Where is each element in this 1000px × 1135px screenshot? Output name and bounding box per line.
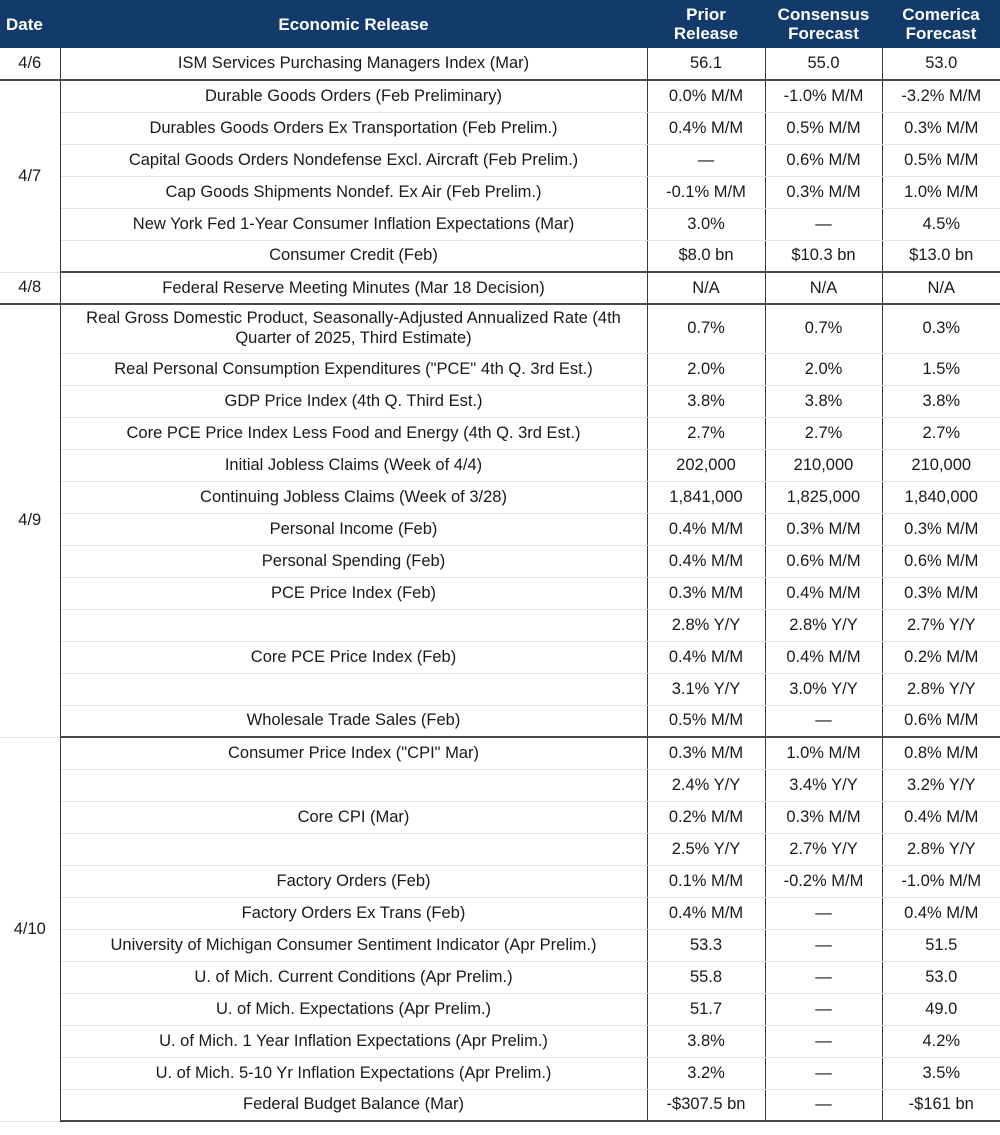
comerica-forecast-cell: 2.7% <box>882 417 1000 449</box>
economic-release-cell: Personal Income (Feb) <box>60 513 647 545</box>
prior-release-cell: 2.4% Y/Y <box>647 769 765 801</box>
prior-release-cell: 0.3% M/M <box>647 737 765 769</box>
consensus-forecast-cell: 0.7% <box>765 304 882 353</box>
economic-release-cell: U. of Mich. Current Conditions (Apr Prelim.) <box>60 961 647 993</box>
consensus-forecast-cell: 3.4% Y/Y <box>765 769 882 801</box>
table-row <box>0 385 1000 417</box>
comerica-forecast-cell: 0.6% M/M <box>882 705 1000 737</box>
table-row <box>0 208 1000 240</box>
economic-release-cell: Consumer Price Index ("CPI" Mar) <box>60 737 647 769</box>
table-row <box>0 609 1000 641</box>
consensus-forecast-cell: — <box>765 929 882 961</box>
economic-release-cell: Initial Jobless Claims (Week of 4/4) <box>60 449 647 481</box>
economic-release-cell: New York Fed 1-Year Consumer Inflation Expectations (Mar) <box>60 208 647 240</box>
consensus-forecast-cell: 3.0% Y/Y <box>765 673 882 705</box>
date-cell: 4/10 <box>0 737 60 1121</box>
comerica-forecast-cell: 3.5% <box>882 1057 1000 1089</box>
date-cell: 4/7 <box>0 80 60 272</box>
comerica-forecast-cell: 0.3% M/M <box>882 112 1000 144</box>
column-header-date: Date <box>0 0 60 48</box>
comerica-forecast-cell: 0.4% M/M <box>882 897 1000 929</box>
table-row <box>0 513 1000 545</box>
comerica-forecast-cell: $13.0 bn <box>882 240 1000 272</box>
prior-release-cell: 3.0% <box>647 208 765 240</box>
consensus-forecast-cell: — <box>765 1057 882 1089</box>
economic-release-cell: Consumer Credit (Feb) <box>60 240 647 272</box>
consensus-forecast-cell: 2.7% Y/Y <box>765 833 882 865</box>
table-row <box>0 801 1000 833</box>
date-cell: 4/8 <box>0 272 60 304</box>
comerica-forecast-cell: 1.0% M/M <box>882 176 1000 208</box>
table-row <box>0 80 1000 112</box>
consensus-forecast-cell: 0.4% M/M <box>765 577 882 609</box>
date-cell: 4/6 <box>0 48 60 80</box>
prior-release-cell: 3.2% <box>647 1057 765 1089</box>
comerica-forecast-cell: -1.0% M/M <box>882 865 1000 897</box>
consensus-forecast-cell: — <box>765 993 882 1025</box>
table-row <box>0 48 1000 80</box>
table-body <box>0 48 1000 1121</box>
comerica-forecast-cell: 0.5% M/M <box>882 144 1000 176</box>
table-row <box>0 833 1000 865</box>
table-row <box>0 176 1000 208</box>
comerica-forecast-cell: 0.6% M/M <box>882 545 1000 577</box>
comerica-forecast-cell: 4.2% <box>882 1025 1000 1057</box>
prior-release-cell: 2.7% <box>647 417 765 449</box>
consensus-forecast-cell: 0.3% M/M <box>765 513 882 545</box>
table-row <box>0 112 1000 144</box>
comerica-forecast-cell: 1.5% <box>882 353 1000 385</box>
table-row <box>0 929 1000 961</box>
prior-release-cell: 0.1% M/M <box>647 865 765 897</box>
table-row <box>0 961 1000 993</box>
consensus-forecast-cell: — <box>765 208 882 240</box>
consensus-forecast-cell: 2.8% Y/Y <box>765 609 882 641</box>
economic-release-cell <box>60 833 647 865</box>
table-row <box>0 1025 1000 1057</box>
consensus-forecast-cell: 2.0% <box>765 353 882 385</box>
comerica-forecast-cell: 3.8% <box>882 385 1000 417</box>
comerica-forecast-cell: -$161 bn <box>882 1089 1000 1121</box>
consensus-forecast-cell: 1.0% M/M <box>765 737 882 769</box>
consensus-forecast-cell: 0.5% M/M <box>765 112 882 144</box>
comerica-forecast-cell: 53.0 <box>882 48 1000 80</box>
date-cell: 4/9 <box>0 304 60 737</box>
comerica-forecast-cell: 0.2% M/M <box>882 641 1000 673</box>
prior-release-cell: 2.5% Y/Y <box>647 833 765 865</box>
economic-release-cell <box>60 673 647 705</box>
column-header-consensus-forecast: Consensus Forecast <box>765 0 882 48</box>
consensus-forecast-cell: -0.2% M/M <box>765 865 882 897</box>
table-row <box>0 240 1000 272</box>
prior-release-cell: 0.4% M/M <box>647 545 765 577</box>
prior-release-cell: 0.0% M/M <box>647 80 765 112</box>
table-row <box>0 897 1000 929</box>
economic-release-cell: Capital Goods Orders Nondefense Excl. Aircraft (Feb Prelim.) <box>60 144 647 176</box>
table-header <box>0 0 1000 48</box>
comerica-forecast-cell: 2.8% Y/Y <box>882 673 1000 705</box>
prior-release-cell: 0.2% M/M <box>647 801 765 833</box>
prior-release-cell: 55.8 <box>647 961 765 993</box>
header-row <box>0 0 1000 48</box>
economic-release-cell: ISM Services Purchasing Managers Index (Mar) <box>60 48 647 80</box>
table-row <box>0 353 1000 385</box>
economic-release-cell: Personal Spending (Feb) <box>60 545 647 577</box>
consensus-forecast-cell: 0.4% M/M <box>765 641 882 673</box>
table-row <box>0 673 1000 705</box>
economic-release-cell: Federal Reserve Meeting Minutes (Mar 18 Decision) <box>60 272 647 304</box>
prior-release-cell: 3.8% <box>647 385 765 417</box>
prior-release-cell: — <box>647 144 765 176</box>
table-row <box>0 272 1000 304</box>
consensus-forecast-cell: 0.6% M/M <box>765 144 882 176</box>
consensus-forecast-cell: — <box>765 1025 882 1057</box>
prior-release-cell: 0.7% <box>647 304 765 353</box>
comerica-forecast-cell: 49.0 <box>882 993 1000 1025</box>
table-row <box>0 737 1000 769</box>
consensus-forecast-cell: 210,000 <box>765 449 882 481</box>
prior-release-cell: 3.8% <box>647 1025 765 1057</box>
table-row <box>0 705 1000 737</box>
comerica-forecast-cell: 4.5% <box>882 208 1000 240</box>
table-row <box>0 993 1000 1025</box>
prior-release-cell: 0.4% M/M <box>647 641 765 673</box>
table-row <box>0 865 1000 897</box>
economic-release-cell <box>60 769 647 801</box>
consensus-forecast-cell: -1.0% M/M <box>765 80 882 112</box>
economic-release-cell: GDP Price Index (4th Q. Third Est.) <box>60 385 647 417</box>
economic-release-cell: Core PCE Price Index (Feb) <box>60 641 647 673</box>
prior-release-cell: 0.4% M/M <box>647 513 765 545</box>
prior-release-cell: 2.8% Y/Y <box>647 609 765 641</box>
economic-release-cell: Cap Goods Shipments Nondef. Ex Air (Feb Prelim.) <box>60 176 647 208</box>
column-header-prior-release: Prior Release <box>647 0 765 48</box>
comerica-forecast-cell: 53.0 <box>882 961 1000 993</box>
prior-release-cell: 56.1 <box>647 48 765 80</box>
consensus-forecast-cell: 55.0 <box>765 48 882 80</box>
comerica-forecast-cell: 2.8% Y/Y <box>882 833 1000 865</box>
column-header-economic-release: Economic Release <box>60 0 647 48</box>
economic-release-cell: Durable Goods Orders (Feb Preliminary) <box>60 80 647 112</box>
table-row <box>0 417 1000 449</box>
consensus-forecast-cell: — <box>765 961 882 993</box>
table-row <box>0 1089 1000 1121</box>
economic-release-cell: Core PCE Price Index Less Food and Energy (4th Q. 3rd Est.) <box>60 417 647 449</box>
table-row <box>0 304 1000 353</box>
comerica-forecast-cell: 210,000 <box>882 449 1000 481</box>
table-row <box>0 481 1000 513</box>
table-row <box>0 769 1000 801</box>
prior-release-cell: 1,841,000 <box>647 481 765 513</box>
comerica-forecast-cell: 0.4% M/M <box>882 801 1000 833</box>
column-header-comerica-forecast: Comerica Forecast <box>882 0 1000 48</box>
prior-release-cell: 53.3 <box>647 929 765 961</box>
comerica-forecast-cell: 3.2% Y/Y <box>882 769 1000 801</box>
comerica-forecast-cell: 2.7% Y/Y <box>882 609 1000 641</box>
prior-release-cell: 202,000 <box>647 449 765 481</box>
table-row <box>0 144 1000 176</box>
economic-release-cell: Factory Orders (Feb) <box>60 865 647 897</box>
table-row <box>0 641 1000 673</box>
prior-release-cell: 0.4% M/M <box>647 112 765 144</box>
comerica-forecast-cell: 0.3% M/M <box>882 577 1000 609</box>
consensus-forecast-cell: 0.6% M/M <box>765 545 882 577</box>
consensus-forecast-cell: 0.3% M/M <box>765 801 882 833</box>
prior-release-cell: $8.0 bn <box>647 240 765 272</box>
economic-release-cell <box>60 609 647 641</box>
consensus-forecast-cell: — <box>765 705 882 737</box>
table-row <box>0 449 1000 481</box>
economic-release-cell: U. of Mich. 5-10 Yr Inflation Expectations (Apr Prelim.) <box>60 1057 647 1089</box>
economic-release-cell: Core CPI (Mar) <box>60 801 647 833</box>
economic-release-cell: Federal Budget Balance (Mar) <box>60 1089 647 1121</box>
table-row <box>0 545 1000 577</box>
prior-release-cell: 0.5% M/M <box>647 705 765 737</box>
prior-release-cell: 0.3% M/M <box>647 577 765 609</box>
economic-release-cell: Real Personal Consumption Expenditures ("PCE" 4th Q. 3rd Est.) <box>60 353 647 385</box>
prior-release-cell: 2.0% <box>647 353 765 385</box>
comerica-forecast-cell: 0.3% M/M <box>882 513 1000 545</box>
economic-release-cell: Real Gross Domestic Product, Seasonally-Adjusted Annualized Rate (4th Quarter of 2025, Third Estimate) <box>60 304 647 353</box>
economic-release-cell: U. of Mich. 1 Year Inflation Expectations (Apr Prelim.) <box>60 1025 647 1057</box>
consensus-forecast-cell: — <box>765 897 882 929</box>
economic-release-cell: Durables Goods Orders Ex Transportation (Feb Prelim.) <box>60 112 647 144</box>
comerica-forecast-cell: 51.5 <box>882 929 1000 961</box>
consensus-forecast-cell: 1,825,000 <box>765 481 882 513</box>
table-row <box>0 577 1000 609</box>
consensus-forecast-cell: 3.8% <box>765 385 882 417</box>
economic-release-cell: Continuing Jobless Claims (Week of 3/28) <box>60 481 647 513</box>
prior-release-cell: -$307.5 bn <box>647 1089 765 1121</box>
comerica-forecast-cell: 1,840,000 <box>882 481 1000 513</box>
economic-release-cell: U. of Mich. Expectations (Apr Prelim.) <box>60 993 647 1025</box>
economic-release-cell: PCE Price Index (Feb) <box>60 577 647 609</box>
consensus-forecast-cell: 2.7% <box>765 417 882 449</box>
prior-release-cell: 0.4% M/M <box>647 897 765 929</box>
prior-release-cell: N/A <box>647 272 765 304</box>
prior-release-cell: 3.1% Y/Y <box>647 673 765 705</box>
economic-release-cell: University of Michigan Consumer Sentiment Indicator (Apr Prelim.) <box>60 929 647 961</box>
comerica-forecast-cell: 0.3% <box>882 304 1000 353</box>
prior-release-cell: -0.1% M/M <box>647 176 765 208</box>
economic-release-cell: Wholesale Trade Sales (Feb) <box>60 705 647 737</box>
consensus-forecast-cell: 0.3% M/M <box>765 176 882 208</box>
consensus-forecast-cell: — <box>765 1089 882 1121</box>
consensus-forecast-cell: $10.3 bn <box>765 240 882 272</box>
prior-release-cell: 51.7 <box>647 993 765 1025</box>
comerica-forecast-cell: 0.8% M/M <box>882 737 1000 769</box>
table-row <box>0 1057 1000 1089</box>
comerica-forecast-cell: N/A <box>882 272 1000 304</box>
economic-release-cell: Factory Orders Ex Trans (Feb) <box>60 897 647 929</box>
comerica-forecast-cell: -3.2% M/M <box>882 80 1000 112</box>
consensus-forecast-cell: N/A <box>765 272 882 304</box>
